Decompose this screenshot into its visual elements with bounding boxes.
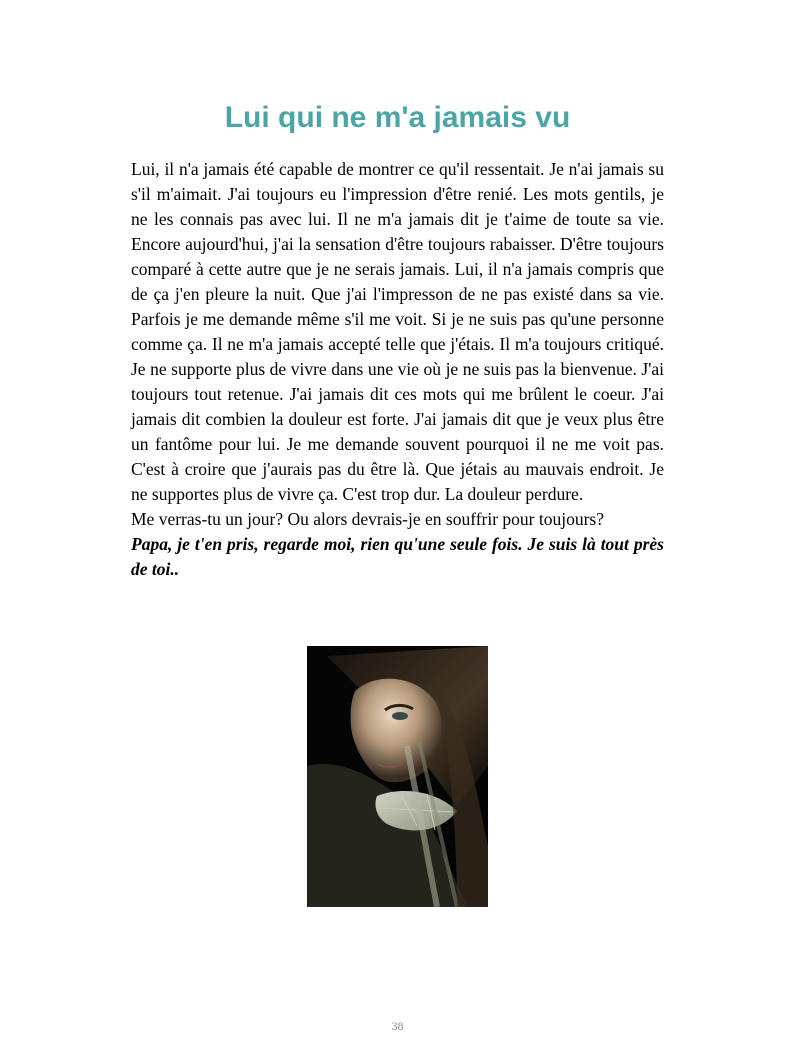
page-title: Lui qui ne m'a jamais vu — [224, 101, 571, 134]
main-paragraph: Lui, il n'a jamais été capable de montrer ce qu'il ressentait. Je n'ai jamais su s'il m'aimait. J'ai toujours eu l'impression d'être renié. Les mots gentils, je ne les connais pas avec lui. Il ne m'a jamais dit je t'aime de toute sa vie. Encore aujourd'hui, j'ai la sensation d'être toujours rabaisser. D'être toujours comparé à cette autre que je ne serais jamais. Lui, il n'a jamais compris que de ça j'en pleure la nuit. Que j'ai l'impresson de ne pas existé dans sa vie. Parfois je me demande même s'il me voit. Si je ne suis pas qu'une personne comme ça. Il ne m'a jamais accepté telle que j'étais. Il m'a toujours critiqué. Je ne supporte plus de vivre dans une vie où je ne suis pas la bienvenue. J'ai toujours tout retenue. J'ai jamais dit ces mots qui me brûlent le coeur. J'ai jamais dit combien la douleur est forte. J'ai jamais dit que je veux plus être un fantôme pour lui. Je me demande souvent pourquoi il ne me voit pas. C'est à croire que j'aurais pas du être là. Que jétais au mauvais endroit. Je ne supportes plus de vivre ça. C'est trop dur. La douleur perdure. — [131, 159, 664, 504]
question-line: Me verras-tu un jour? Ou alors devrais-je en souffrir pour toujours? — [131, 509, 605, 529]
portrait-photo — [307, 646, 488, 907]
page-number: 38 — [391, 1019, 404, 1033]
body-text — [131, 157, 664, 582]
closing-plea: Papa, je t'en pris, regarde moi, rien qu'une seule fois. Je suis là tout près de toi.. — [131, 534, 664, 579]
